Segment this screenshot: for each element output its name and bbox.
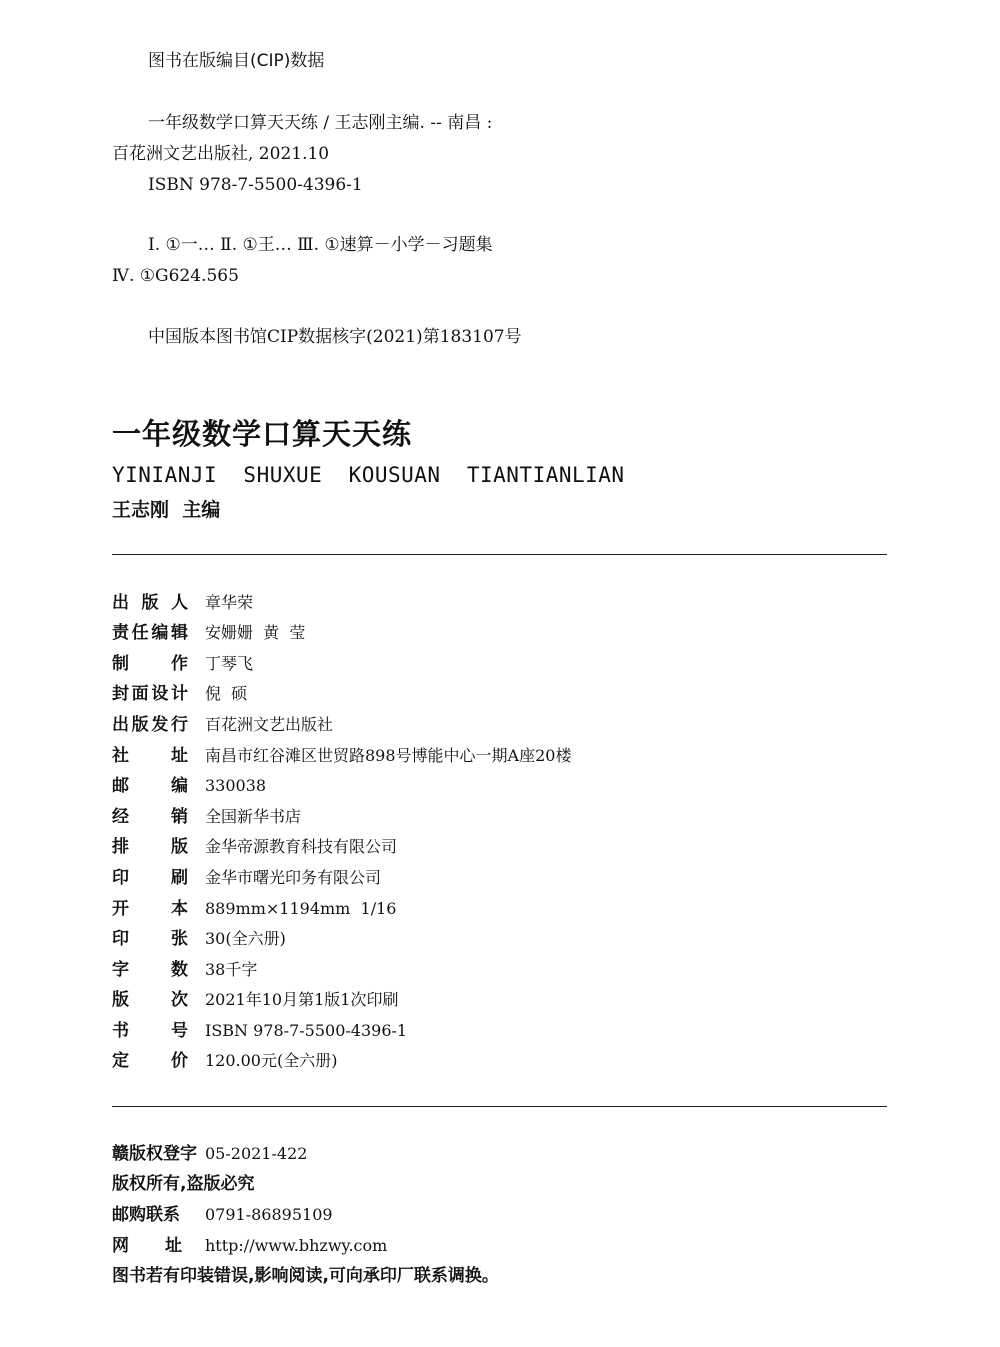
book-title: 一年级数学口算天天练 <box>112 417 413 451</box>
detail-label-responsible-editor: 责 任 编 辑 <box>112 623 188 643</box>
detail-value-distributor: 全国新华书店 <box>205 807 302 826</box>
cip-heading: 图书在版编目(CIP)数据 <box>148 51 325 71</box>
detail-value-typesetting: 金华帝源教育科技有限公司 <box>205 837 398 856</box>
detail-value-edition: 2021年10月第1版1次印刷 <box>205 990 399 1009</box>
detail-value-address: 南昌市红谷滩区世贸路898号博能中心一期A座20楼 <box>205 746 572 765</box>
divider-top <box>112 554 887 555</box>
book-editor: 王志刚 主编 <box>112 499 221 521</box>
cip-isbn: ISBN 978-7-5500-4396-1 <box>148 175 363 195</box>
cip-number: 中国版本图书馆CIP数据核字(2021)第183107号 <box>148 327 522 347</box>
cip-record-line-2: 百花洲文艺出版社, 2021.10 <box>112 144 330 164</box>
detail-label-word-count: 字 数 <box>112 960 188 980</box>
detail-label-publisher: 出 版 人 <box>112 593 188 613</box>
detail-value-sheets: 30(全六册) <box>205 929 286 948</box>
rights-notice: 版权所有,盗版必究 <box>112 1174 255 1194</box>
detail-label-distributor: 经 销 <box>112 807 188 827</box>
detail-value-cover-design: 倪 硕 <box>205 684 248 703</box>
mail-order-label: 邮购联系 <box>112 1205 180 1225</box>
website-label: 网 址 <box>112 1236 182 1256</box>
detail-value-publisher: 章华荣 <box>205 593 254 612</box>
detail-value-printing: 金华市曙光印务有限公司 <box>205 868 382 887</box>
website-url[interactable]: http://www.bhzwy.com <box>205 1236 388 1255</box>
detail-value-word-count: 38千字 <box>205 960 258 979</box>
mail-order-phone: 0791-86895109 <box>205 1205 333 1224</box>
copyright-registration-value: 05-2021-422 <box>205 1144 308 1163</box>
detail-label-price: 定 价 <box>112 1051 188 1071</box>
misprint-notice: 图书若有印装错误,影响阅读,可向承印厂联系调换。 <box>112 1266 499 1286</box>
detail-label-typesetting: 排 版 <box>112 837 188 857</box>
detail-label-sheets: 印 张 <box>112 929 188 949</box>
detail-label-cover-design: 封 面 设 计 <box>112 684 188 704</box>
detail-label-printing: 印 刷 <box>112 868 188 888</box>
detail-value-price: 120.00元(全六册) <box>205 1051 338 1070</box>
detail-label-distribution: 出 版 发 行 <box>112 715 188 735</box>
detail-value-format: 889mm×1194mm 1/16 <box>205 899 397 918</box>
detail-label-format: 开 本 <box>112 899 188 919</box>
cip-record-line-1: 一年级数学口算天天练 / 王志刚主编. -- 南昌 : <box>148 113 493 133</box>
cip-classification-line-2: Ⅳ. ①G624.565 <box>112 266 239 286</box>
divider-bottom <box>112 1106 887 1107</box>
cip-classification-line-1: Ⅰ. ①一… Ⅱ. ①王… Ⅲ. ①速算－小学－习题集 <box>148 235 493 255</box>
detail-value-production: 丁琴飞 <box>205 654 254 673</box>
detail-label-edition: 版 次 <box>112 990 188 1010</box>
copyright-registration-label: 赣版权登字 <box>112 1144 197 1164</box>
detail-label-address: 社 址 <box>112 746 188 766</box>
detail-value-postcode: 330038 <box>205 776 267 795</box>
detail-value-distribution: 百花洲文艺出版社 <box>205 715 334 734</box>
detail-label-production: 制 作 <box>112 654 188 674</box>
detail-value-book-number: ISBN 978-7-5500-4396-1 <box>205 1021 408 1040</box>
book-title-pinyin: YINIANJI SHUXUE KOUSUAN TIANTIANLIAN <box>112 463 625 487</box>
detail-value-responsible-editor: 安姗姗 黄 莹 <box>205 623 306 642</box>
detail-label-postcode: 邮 编 <box>112 776 188 796</box>
detail-label-book-number: 书 号 <box>112 1021 188 1041</box>
